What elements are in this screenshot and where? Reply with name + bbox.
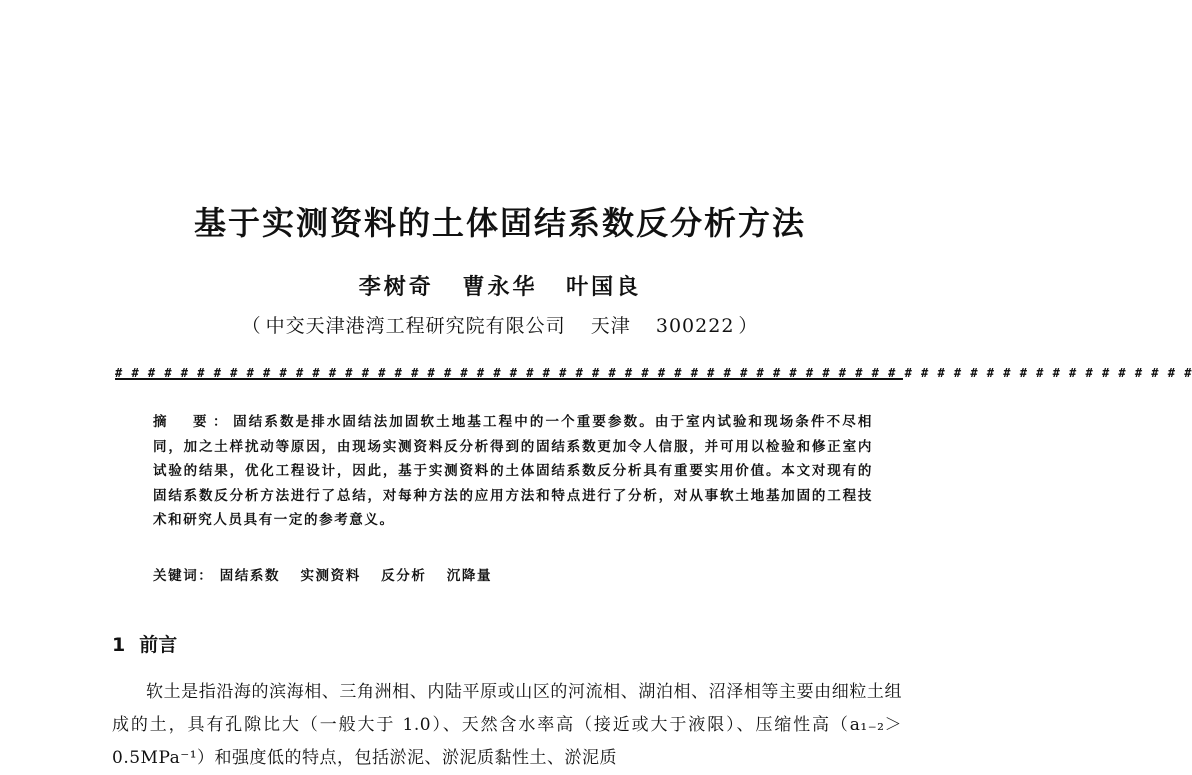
affiliation-open: （ [241, 315, 262, 337]
affiliation [0, 311, 1000, 338]
abstract [153, 410, 873, 533]
author-list [0, 270, 1000, 301]
keywords-label: 关键词： [153, 568, 214, 584]
keyword: 反分析 [381, 568, 427, 584]
body-paragraph [112, 676, 902, 775]
affiliation-city: 天津 [590, 315, 631, 337]
keyword: 沉降量 [446, 568, 493, 584]
keyword: 实测资料 [300, 568, 361, 584]
keywords [153, 564, 873, 584]
section-heading [112, 630, 177, 657]
affiliation-org: 中交天津港湾工程研究院有限公司 [265, 315, 566, 337]
abstract-label: 摘 要： [153, 414, 234, 430]
author-name: 曹永华 [462, 274, 538, 300]
keyword: 固结系数 [219, 568, 281, 584]
paragraph-text: 软土是指沿海的滨海相、三角洲相、内陆平原或山区的河流相、湖泊相、沼泽相等主要由细粒土组成的土，具有孔隙比大（一般大于 1.0）、天然含水率高（接近或大于液限）、压缩性高（a₁₋₂＞0.5MPa⁻¹）和强度低的特点，包括淤泥、淤泥质黏性土、淤泥质 [112, 682, 902, 768]
header-separator: # # # # # # # # # # # # # # # # # # # # # # # # # # # # # # # # # # # # # # # # # # # # # # # # # # # # # # # # # # # # # # # # # # [115, 366, 1192, 380]
author-name: 李树奇 [358, 274, 434, 300]
section-title: 前言 [139, 634, 178, 656]
paper-title: 基于实测资料的土体固结系数反分析方法 [193, 204, 806, 242]
abstract-text: 固结系数是排水固结法加固软土地基工程中的一个重要参数。由于室内试验和现场条件不尽相同，加之土样扰动等原因，由现场实测资料反分析得到的固结系数更加令人信服，并可用以检验和修正室内试验的结果，优化工程设计，因此，基于实测资料的土体固结系数反分析具有重要实用价值。本文对现有的固结系数反分析方法进行了总结，对每种方法的应用方法和特点进行了分析，对从事软土地基加固的工程技术和研究人员具有一定的参考意义。 [153, 414, 874, 528]
author-name: 叶国良 [566, 274, 642, 300]
affiliation-close: ） [738, 315, 759, 337]
affiliation-postcode: 300222 [655, 315, 735, 337]
section-number: 1 [112, 634, 126, 656]
